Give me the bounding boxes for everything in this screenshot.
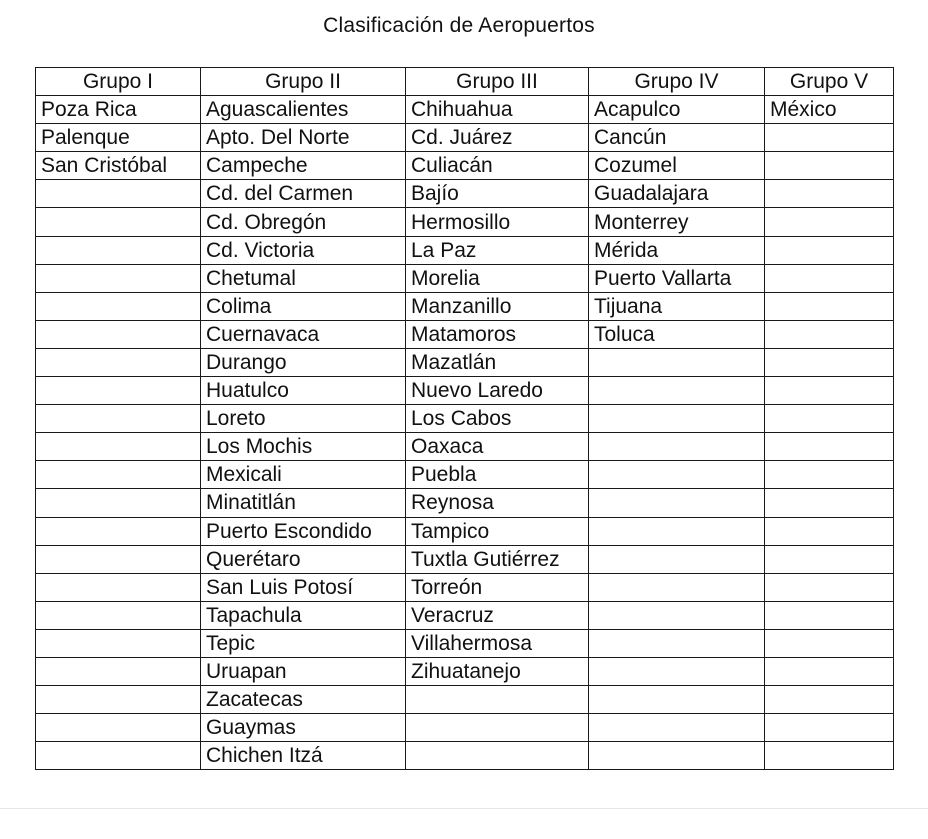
- airport-cell: Cd. Victoria: [201, 236, 406, 264]
- empty-cell: [36, 461, 201, 489]
- empty-cell: [36, 348, 201, 376]
- column-header-grupo-2: Grupo II: [201, 68, 406, 96]
- airport-cell: Guaymas: [201, 714, 406, 742]
- airport-cell: Reynosa: [406, 489, 589, 517]
- airport-cell: Durango: [201, 348, 406, 376]
- table-row: [36, 433, 894, 461]
- empty-cell: [765, 545, 894, 573]
- airport-cell: Zihuatanejo: [406, 657, 589, 685]
- airport-cell: Acapulco: [589, 96, 765, 124]
- header-row: [36, 68, 894, 96]
- empty-cell: [765, 264, 894, 292]
- empty-cell: [765, 180, 894, 208]
- empty-cell: [406, 686, 589, 714]
- airport-cell: Puebla: [406, 461, 589, 489]
- empty-cell: [36, 714, 201, 742]
- empty-cell: [765, 208, 894, 236]
- airport-cell: Bajío: [406, 180, 589, 208]
- airport-cell: Villahermosa: [406, 629, 589, 657]
- airport-cell: Aguascalientes: [201, 96, 406, 124]
- empty-cell: [765, 742, 894, 770]
- airport-cell: Chichen Itzá: [201, 742, 406, 770]
- table-row: [36, 629, 894, 657]
- table-row: [36, 601, 894, 629]
- airport-cell: Hermosillo: [406, 208, 589, 236]
- airport-cell: Los Cabos: [406, 405, 589, 433]
- empty-cell: [406, 714, 589, 742]
- airport-cell: Colima: [201, 292, 406, 320]
- table-row: [36, 714, 894, 742]
- empty-cell: [36, 377, 201, 405]
- airport-cell: Tuxtla Gutiérrez: [406, 545, 589, 573]
- airport-cell: Veracruz: [406, 601, 589, 629]
- table-row: [36, 377, 894, 405]
- airport-cell: Matamoros: [406, 320, 589, 348]
- empty-cell: [589, 686, 765, 714]
- table-row: [36, 517, 894, 545]
- empty-cell: [589, 377, 765, 405]
- empty-cell: [765, 405, 894, 433]
- empty-cell: [36, 320, 201, 348]
- column-header-grupo-5: Grupo V: [765, 68, 894, 96]
- empty-cell: [589, 629, 765, 657]
- empty-cell: [589, 742, 765, 770]
- airport-cell: Palenque: [36, 124, 201, 152]
- airport-cell: Monterrey: [589, 208, 765, 236]
- airport-cell: Cozumel: [589, 152, 765, 180]
- empty-cell: [589, 601, 765, 629]
- empty-cell: [36, 686, 201, 714]
- airport-cell: Cd. Juárez: [406, 124, 589, 152]
- airport-cell: Cuernavaca: [201, 320, 406, 348]
- empty-cell: [765, 124, 894, 152]
- airport-cell: San Luis Potosí: [201, 573, 406, 601]
- airport-cell: Chihuahua: [406, 96, 589, 124]
- table-row: [36, 573, 894, 601]
- empty-cell: [765, 601, 894, 629]
- empty-cell: [765, 377, 894, 405]
- empty-cell: [36, 236, 201, 264]
- empty-cell: [589, 461, 765, 489]
- airport-cell: Tijuana: [589, 292, 765, 320]
- airport-cell: Toluca: [589, 320, 765, 348]
- empty-cell: [765, 152, 894, 180]
- table-row: [36, 489, 894, 517]
- table-row: [36, 348, 894, 376]
- airport-cell: Los Mochis: [201, 433, 406, 461]
- empty-cell: [589, 573, 765, 601]
- airport-classification-table: [35, 67, 894, 770]
- empty-cell: [36, 573, 201, 601]
- airport-cell: Puerto Vallarta: [589, 264, 765, 292]
- airport-cell: Huatulco: [201, 377, 406, 405]
- airport-cell: Tampico: [406, 517, 589, 545]
- empty-cell: [589, 517, 765, 545]
- airport-cell: Minatitlán: [201, 489, 406, 517]
- empty-cell: [589, 433, 765, 461]
- airport-cell: Mazatlán: [406, 348, 589, 376]
- table-row: [36, 292, 894, 320]
- airport-cell: Uruapan: [201, 657, 406, 685]
- empty-cell: [589, 348, 765, 376]
- page-edge-divider: [0, 808, 928, 809]
- table-row: [36, 152, 894, 180]
- empty-cell: [765, 348, 894, 376]
- airport-cell: Manzanillo: [406, 292, 589, 320]
- airport-cell: Apto. Del Norte: [201, 124, 406, 152]
- empty-cell: [765, 236, 894, 264]
- table-row: [36, 208, 894, 236]
- empty-cell: [589, 489, 765, 517]
- empty-cell: [765, 292, 894, 320]
- table-row: [36, 124, 894, 152]
- airport-cell: Zacatecas: [201, 686, 406, 714]
- empty-cell: [36, 601, 201, 629]
- airport-cell: Cancún: [589, 124, 765, 152]
- empty-cell: [589, 714, 765, 742]
- table-row: [36, 236, 894, 264]
- empty-cell: [765, 433, 894, 461]
- page-title: Clasificación de Aeropuertos: [323, 14, 595, 37]
- empty-cell: [406, 742, 589, 770]
- column-header-grupo-1: Grupo I: [36, 68, 201, 96]
- airport-cell: Poza Rica: [36, 96, 201, 124]
- table-row: [36, 320, 894, 348]
- airport-cell: Morelia: [406, 264, 589, 292]
- airport-cell: México: [765, 96, 894, 124]
- airport-cell: Cd. Obregón: [201, 208, 406, 236]
- airport-cell: La Paz: [406, 236, 589, 264]
- empty-cell: [36, 405, 201, 433]
- table-row: [36, 461, 894, 489]
- airport-cell: Torreón: [406, 573, 589, 601]
- empty-cell: [36, 208, 201, 236]
- airport-cell: Loreto: [201, 405, 406, 433]
- column-header-grupo-4: Grupo IV: [589, 68, 765, 96]
- table-row: [36, 545, 894, 573]
- empty-cell: [36, 742, 201, 770]
- empty-cell: [36, 517, 201, 545]
- empty-cell: [36, 489, 201, 517]
- empty-cell: [765, 657, 894, 685]
- airport-cell: Culiacán: [406, 152, 589, 180]
- table-row: [36, 742, 894, 770]
- airport-cell: Guadalajara: [589, 180, 765, 208]
- airport-cell: Nuevo Laredo: [406, 377, 589, 405]
- empty-cell: [36, 629, 201, 657]
- airport-cell: Oaxaca: [406, 433, 589, 461]
- column-header-grupo-3: Grupo III: [406, 68, 589, 96]
- table-row: [36, 96, 894, 124]
- empty-cell: [589, 545, 765, 573]
- empty-cell: [765, 461, 894, 489]
- empty-cell: [765, 686, 894, 714]
- airport-cell: Campeche: [201, 152, 406, 180]
- table-row: [36, 264, 894, 292]
- empty-cell: [765, 489, 894, 517]
- table-body: [36, 96, 894, 770]
- airport-cell: Tapachula: [201, 601, 406, 629]
- empty-cell: [765, 320, 894, 348]
- empty-cell: [36, 292, 201, 320]
- airport-cell: Mérida: [589, 236, 765, 264]
- airport-cell: Cd. del Carmen: [201, 180, 406, 208]
- empty-cell: [36, 433, 201, 461]
- airport-cell: Puerto Escondido: [201, 517, 406, 545]
- table-row: [36, 180, 894, 208]
- empty-cell: [589, 405, 765, 433]
- empty-cell: [765, 714, 894, 742]
- empty-cell: [765, 629, 894, 657]
- table-header: [36, 68, 894, 96]
- table-row: [36, 405, 894, 433]
- empty-cell: [765, 517, 894, 545]
- empty-cell: [36, 180, 201, 208]
- empty-cell: [36, 264, 201, 292]
- empty-cell: [36, 657, 201, 685]
- table-row: [36, 686, 894, 714]
- empty-cell: [765, 573, 894, 601]
- airport-cell: Querétaro: [201, 545, 406, 573]
- empty-cell: [36, 545, 201, 573]
- airport-cell: Mexicali: [201, 461, 406, 489]
- table-row: [36, 657, 894, 685]
- airport-cell: San Cristóbal: [36, 152, 201, 180]
- airport-cell: Chetumal: [201, 264, 406, 292]
- empty-cell: [589, 657, 765, 685]
- airport-cell: Tepic: [201, 629, 406, 657]
